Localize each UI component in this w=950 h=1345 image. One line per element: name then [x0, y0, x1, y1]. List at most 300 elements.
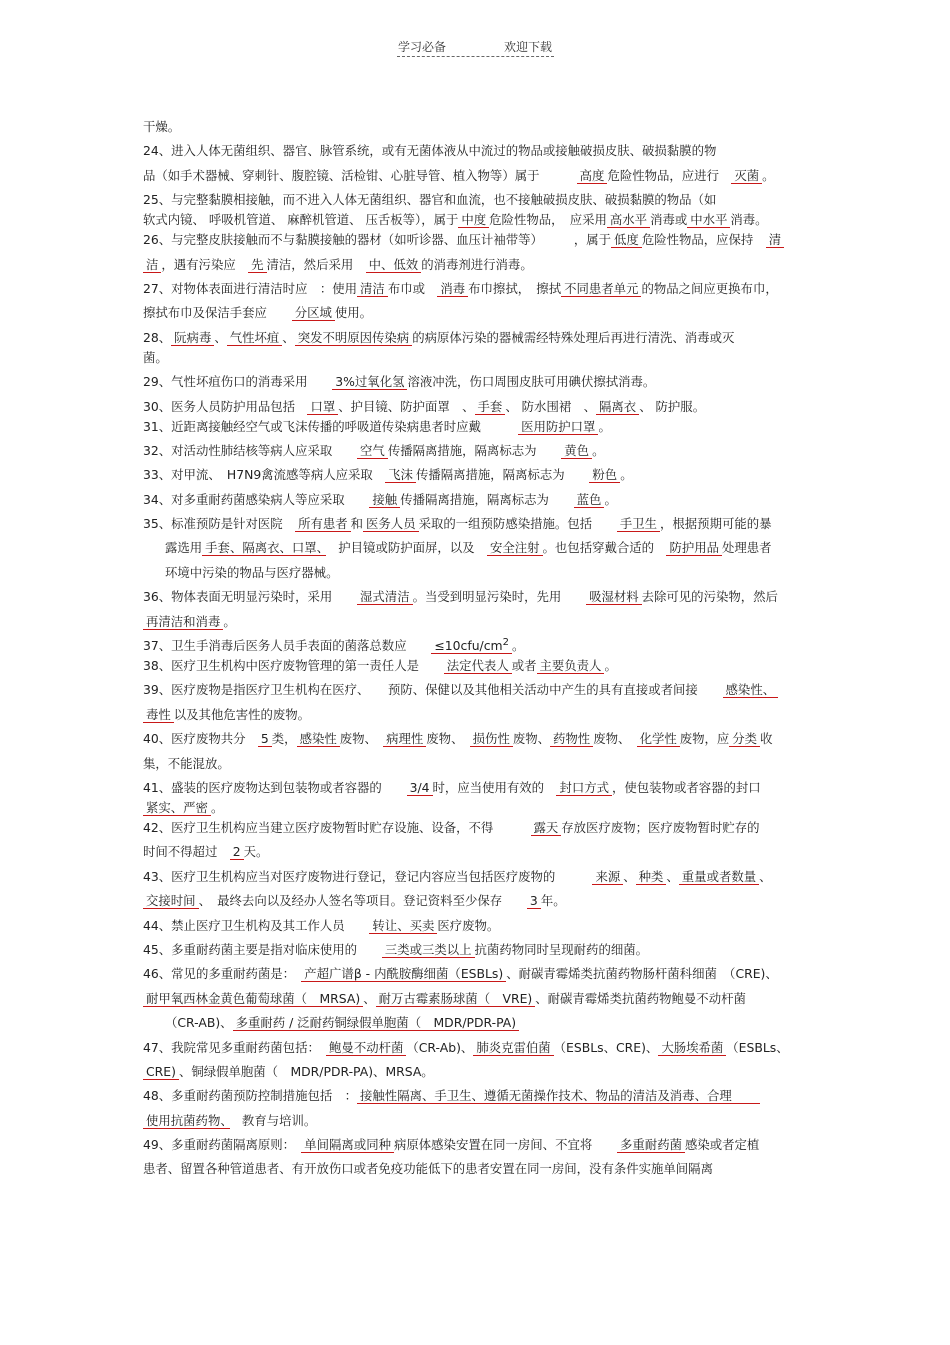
answer-underline [363, 516, 419, 532]
segment-text: 防护用品 [669, 540, 719, 556]
segment-text: 灭菌 [734, 167, 760, 183]
answer-underline [487, 540, 543, 556]
text-segment [513, 731, 550, 746]
text-line [143, 348, 813, 368]
text-line [143, 230, 813, 250]
text-segment [143, 966, 301, 981]
answer-underline [369, 492, 400, 508]
answer-underline [723, 682, 779, 698]
segment-text: 26、与完整皮肤接触而不与黏膜接触的器材（如听诊器、血压计袖带等） ，属于 [143, 232, 612, 248]
text-line [143, 680, 813, 700]
text-segment [267, 257, 366, 272]
segment-text: 、护目镜、防护面罩 、 [338, 398, 475, 414]
answer-underline [550, 731, 593, 747]
segment-text: 单间隔离或同种 [304, 1137, 391, 1153]
text-line [143, 891, 813, 911]
answer-underline [143, 800, 211, 816]
text-segment [174, 707, 310, 722]
segment-text: 菌。 [143, 349, 168, 365]
answer-underline [233, 1015, 520, 1031]
text-segment [165, 565, 338, 580]
segment-text: 中度 [461, 212, 487, 228]
segment-text: 。 [511, 638, 525, 654]
text-segment [543, 540, 667, 555]
text-line [143, 1111, 813, 1131]
text-segment [143, 281, 357, 296]
text-line [143, 372, 813, 392]
answer-underline [431, 638, 512, 654]
text-line [143, 141, 813, 161]
answer-underline [326, 1040, 406, 1056]
segment-text: 感染性、 [725, 682, 776, 698]
segment-text: 44、禁止医疗卫生机构及其工作人员 [143, 917, 370, 933]
text-line [143, 778, 813, 798]
segment-text: 。 [598, 418, 611, 434]
segment-text: 护目镜或防护面屏，以及 [325, 540, 487, 556]
segment-text: 存放医疗废物；医疗废物暂时贮存的 [561, 819, 760, 835]
segment-text: 、 [363, 990, 376, 1006]
text-segment [506, 966, 778, 981]
text-line [143, 964, 813, 984]
segment-text: 使用。 [334, 305, 373, 321]
segment-text: 环境中污染的物品与医疗器械。 [165, 564, 339, 580]
segment-text: 。 [604, 658, 617, 674]
text-segment [143, 820, 531, 835]
text-segment [639, 399, 705, 414]
segment-text: 病理性 [386, 731, 424, 747]
answer-underline [611, 232, 642, 248]
text-line [143, 656, 813, 676]
text-segment [426, 731, 469, 746]
answer-underline [556, 780, 612, 796]
segment-text: 毒性 [146, 706, 171, 722]
text-segment [143, 350, 168, 365]
text-line [143, 210, 813, 230]
answer-underline [607, 212, 650, 228]
segment-text: 和 [350, 516, 364, 532]
text-segment [419, 516, 617, 531]
text-segment [143, 143, 716, 158]
segment-text: 重量或者数量 [681, 868, 757, 884]
answer-underline [301, 1137, 394, 1153]
text-line [143, 117, 813, 137]
text-segment [199, 893, 527, 908]
text-segment [660, 516, 772, 531]
text-segment [143, 780, 407, 795]
segment-text: 来源 [595, 868, 621, 884]
text-segment [143, 1088, 357, 1103]
segment-text: 的物品之间应更换布巾， [641, 280, 778, 296]
segment-text: 、 [282, 329, 295, 345]
answer-underline [143, 1064, 179, 1080]
segment-text: 抗菌药物同时呈现耐药的细菌。 [474, 941, 649, 957]
segment-text: 吸湿材料 [589, 589, 639, 605]
text-line [143, 303, 813, 323]
segment-text: 废物、 [426, 731, 470, 747]
text-segment [412, 330, 734, 345]
segment-text: 时间不得超过 [143, 844, 230, 860]
text-segment [604, 492, 616, 507]
text-line [143, 989, 813, 1009]
segment-text: 感染性 [299, 731, 337, 747]
segment-text: 38、医疗卫生机构中医疗废物管理的第一责任人是 [143, 658, 444, 674]
segment-text: 口罩 [310, 398, 336, 414]
text-segment [351, 516, 363, 531]
answer-underline [357, 1088, 760, 1104]
segment-text: 低度 [614, 232, 639, 248]
text-segment [406, 1040, 473, 1055]
text-segment [726, 1040, 788, 1055]
segment-text: 25、与完整黏膜相接触，而不进入人体无菌组织、器官和血流，也不接触破损皮肤、破损黏膜的物品（如 [143, 192, 717, 208]
text-segment [650, 212, 687, 227]
text-segment [642, 589, 778, 604]
text-line [143, 729, 813, 749]
text-segment [143, 1137, 301, 1152]
text-segment [759, 869, 771, 884]
text-line [143, 328, 813, 348]
segment-text: 36、物体表面无明显污染时，采用 [143, 589, 358, 605]
segment-text: （ESBLs、CRE)、 [553, 1039, 659, 1055]
segment-text: 先 [251, 256, 264, 272]
answer-underline [729, 731, 760, 747]
text-segment [143, 589, 357, 604]
segment-text: 溶液冲洗，伤口周围皮肤可用碘伏擦拭消毒。 [407, 374, 656, 390]
segment-text: 法定代表人 [446, 658, 509, 674]
segment-text: 多重耐药 / 泛耐药铜绿假单胞菌（ MDR/PDR-PA) [235, 1015, 517, 1031]
segment-text: 阮病毒 [174, 329, 212, 345]
answer-underline [143, 707, 174, 723]
text-line [143, 754, 813, 774]
answer-underline [475, 399, 506, 415]
segment-text: 封口方式 [559, 779, 610, 795]
answer-underline [143, 614, 223, 630]
text-segment [535, 991, 746, 1006]
text-segment [554, 1040, 659, 1055]
segment-text: 产超广谱β - 内酰胺酶细菌（ESBLs) [304, 966, 504, 982]
segment-text: 感染或者定植 [684, 1137, 760, 1153]
text-segment [143, 918, 369, 933]
text-segment [143, 942, 382, 957]
segment-text: 接触 [372, 491, 398, 507]
text-segment [475, 942, 648, 957]
answer-underline [574, 492, 605, 508]
segment-text: 患者、留置各种管道患者、有开放伤口或者免疫功能低下的患者安置在同一房间，没有条件实施单间隔离 [143, 1161, 713, 1177]
answer-underline [143, 991, 363, 1007]
segment-text: 分类 [732, 731, 758, 747]
segment-text: 47、我院常见多重耐药菌包括： [143, 1039, 327, 1055]
segment-text: 教育与培训。 [229, 1112, 317, 1128]
text-line [143, 563, 813, 583]
text-segment [143, 869, 592, 884]
text-segment [143, 1161, 713, 1176]
answer-underline [407, 780, 433, 796]
text-segment [338, 399, 474, 414]
text-segment [143, 492, 369, 507]
answer-underline [537, 658, 605, 674]
text-line [143, 798, 813, 818]
segment-text: 消毒 [440, 280, 466, 296]
answer-underline [171, 330, 214, 346]
segment-text: 多重耐药菌 [620, 1137, 682, 1153]
text-line [143, 190, 813, 210]
answer-underline [383, 731, 426, 747]
answer-underline [385, 467, 416, 483]
answer-underline [527, 893, 541, 909]
text-segment [335, 305, 372, 320]
segment-text: 、耐碳青霉烯类抗菌药物肠杆菌科细菌 （CRE)、 [506, 966, 778, 982]
segment-text: 高水平 [609, 212, 648, 228]
segment-text: 粉色 [592, 467, 618, 483]
text-segment [143, 232, 611, 247]
segment-text: 干燥。 [143, 119, 181, 134]
answer-underline [473, 1040, 553, 1056]
segment-text: 、铜绿假单胞菌（ MDR/PDR-PA)、MRSA。 [178, 1063, 434, 1079]
text-segment [641, 281, 777, 296]
segment-text: 布巾擦拭， 擦拭 [468, 280, 562, 296]
text-segment [272, 731, 297, 746]
segment-text: 34、对多重耐药菌感染病人等应采取 [143, 491, 370, 507]
answer-underline [470, 731, 513, 747]
segment-text: ，使包装物或者容器的封口 [612, 779, 761, 795]
text-segment [512, 658, 537, 673]
segment-text: 三类或三类以上 [384, 941, 472, 957]
text-line [143, 1086, 813, 1106]
text-segment [143, 192, 716, 207]
segment-text: 、 [666, 868, 679, 884]
text-segment [612, 780, 761, 795]
text-segment [244, 844, 269, 859]
segment-text: （CR-Ab)、 [406, 1039, 474, 1055]
segment-text: 、 最终去向以及经办人签名等项目。登记资料至少保存 [198, 893, 527, 909]
answer-underline [295, 330, 413, 346]
segment-text: 软式内镜、 呼吸机管道、 麻醉机管道、 压舌板等），属于 [143, 212, 459, 228]
text-segment [143, 467, 385, 482]
segment-text: 隔离衣 [599, 398, 637, 414]
answer-underline [143, 1113, 230, 1129]
segment-text: 黄色 [564, 442, 590, 458]
segment-text: 3%过氧化氢 [335, 374, 405, 390]
segment-text: 集，不能混放。 [143, 755, 230, 771]
text-segment [143, 1040, 326, 1055]
text-segment [143, 212, 458, 227]
segment-text: 2 [232, 844, 241, 860]
segment-text: 、 [214, 329, 227, 345]
text-segment [730, 212, 767, 227]
text-segment [433, 780, 557, 795]
segment-text: 鲍曼不动杆菌 [329, 1039, 404, 1055]
text-segment [165, 1015, 233, 1030]
answer-underline [357, 443, 388, 459]
text-segment [680, 731, 730, 746]
text-line [143, 538, 813, 558]
text-line [143, 1038, 813, 1058]
segment-text: 肺炎克雷伯菌 [476, 1039, 551, 1055]
segment-text: 手套 [477, 398, 503, 414]
header-rule [397, 56, 554, 57]
text-line [143, 818, 813, 838]
text-line [143, 465, 813, 485]
segment-text: 的病原体污染的器械需经特殊处理后再进行清洗、消毒或灭 [412, 329, 735, 345]
segment-text: 采取的一组预防感染措施。包括 [418, 516, 617, 532]
text-line [143, 636, 813, 656]
segment-text: 、 [759, 868, 772, 884]
answer-underline [307, 399, 338, 415]
segment-text: 。 [762, 167, 775, 183]
segment-text: ，根据预期可能的暴 [660, 516, 772, 532]
text-segment [143, 756, 230, 771]
segment-text: 飞沫 [388, 467, 413, 483]
segment-text: 危险性物品，应保持 [641, 232, 766, 248]
text-line [143, 867, 813, 887]
text-line [143, 1013, 813, 1033]
text-segment [685, 1137, 759, 1152]
segment-text: 露选用 [165, 540, 203, 556]
segment-text: 安全注射 [489, 540, 540, 556]
text-segment [604, 658, 616, 673]
text-line [143, 417, 813, 437]
text-segment [666, 869, 678, 884]
answer-underline [636, 869, 667, 885]
answer-underline [376, 991, 536, 1007]
segment-text: 种类 [638, 868, 664, 884]
segment-text: 46、常见的多重耐药菌是： [143, 966, 302, 982]
page-header [0, 38, 950, 55]
answer-underline [258, 731, 272, 747]
text-segment [282, 330, 294, 345]
answer-underline [369, 918, 437, 934]
text-segment [421, 257, 533, 272]
text-segment [363, 991, 375, 1006]
segment-text: 。 [592, 442, 605, 458]
segment-text: 露天 [533, 819, 559, 835]
header-left-text: 学习必备 [397, 40, 446, 54]
segment-text: 分区域 [294, 305, 332, 321]
segment-text: 使用抗菌药物、 [146, 1112, 227, 1128]
segment-text: 医务人员 [366, 516, 416, 532]
segment-text: 传播隔离措施，隔离标志为 [387, 442, 562, 458]
segment-text: （ESBLs、 [726, 1039, 789, 1055]
segment-text: 所有患者 [298, 516, 348, 532]
answer-underline [577, 168, 608, 184]
segment-text: ，遇有污染应 [161, 256, 249, 272]
text-segment [143, 168, 577, 183]
segment-text: 28、 [143, 329, 172, 345]
answer-underline [586, 589, 642, 605]
answer-underline [202, 540, 326, 556]
segment-text: ≤10cfu/cm [434, 638, 503, 654]
segment-text: 41、盛装的医疗废物达到包装物或者容器的 [143, 779, 407, 795]
text-segment [143, 330, 171, 345]
answer-underline [332, 374, 407, 390]
segment-text: 废物，应 [679, 731, 730, 747]
segment-text: 3/4 [409, 779, 430, 795]
segment-text: 以及其他危害性的废物。 [173, 706, 311, 722]
answer-underline [444, 658, 512, 674]
answer-underline [531, 820, 562, 836]
segment-text: 30、医务人员防护用品包括 [143, 398, 308, 414]
text-segment [413, 589, 586, 604]
segment-text: （CR-AB)、 [165, 1015, 233, 1031]
text-segment [762, 168, 774, 183]
segment-text: 紧实、严密 [146, 799, 208, 815]
text-segment [223, 614, 235, 629]
answer-underline [679, 869, 759, 885]
text-line [143, 940, 813, 960]
segment-text: 气性坏疽 [229, 329, 280, 345]
segment-text: 手卫生 [619, 516, 658, 532]
superscript: 2 [502, 636, 509, 648]
text-segment [407, 374, 655, 389]
text-segment [211, 800, 223, 815]
text-segment [620, 467, 632, 482]
text-segment [489, 212, 607, 227]
text-line [143, 279, 813, 299]
answer-underline [658, 1040, 726, 1056]
segment-text: 42、医疗卫生机构应当建立医疗废物暂时贮存设施、设备，不得 [143, 819, 531, 835]
text-segment [143, 516, 295, 531]
segment-text: 医疗废物。 [437, 917, 500, 933]
text-segment [340, 731, 383, 746]
segment-text: 传播隔离措施，隔离标志为 [400, 491, 574, 507]
segment-text: 45、多重耐药菌主要是指对临床使用的 [143, 941, 382, 957]
answer-underline [589, 467, 620, 483]
segment-text: 交接时间 [146, 893, 196, 909]
segment-text: 时，应当使用有效的 [432, 779, 557, 795]
segment-text: 损伤性 [472, 731, 510, 747]
segment-text: 清洁，然后采用 [266, 256, 366, 272]
text-segment [143, 119, 180, 134]
segment-text: 中、低效 [368, 256, 419, 272]
answer-underline [227, 330, 283, 346]
answer-underline [766, 232, 784, 248]
text-line [143, 1135, 813, 1155]
segment-text: 37、卫生手消毒后医务人员手表面的菌落总数应 [143, 638, 432, 654]
segment-text: 空气 [360, 442, 385, 458]
answer-underline [382, 942, 475, 958]
text-segment [561, 820, 759, 835]
segment-text: 。 [223, 613, 236, 629]
segment-text: 天。 [243, 844, 269, 860]
text-segment [437, 918, 499, 933]
text-line [143, 1159, 813, 1179]
text-segment [143, 443, 357, 458]
text-segment [214, 330, 226, 345]
segment-text: 中水平 [690, 212, 728, 228]
segment-text: 蓝色 [576, 491, 602, 507]
segment-text: 年。 [540, 893, 566, 909]
segment-text: 27、对物体表面进行清洁时应 ：使用 [143, 280, 358, 296]
text-line [143, 397, 813, 417]
text-line [143, 166, 813, 186]
segment-text: 、 [623, 868, 636, 884]
segment-text: 。当受到明显污染时，先用 [412, 589, 587, 605]
answer-underline [596, 399, 639, 415]
segment-text: 48、多重耐药菌预防控制措施包括 ： [143, 1088, 358, 1104]
text-segment [143, 305, 292, 320]
text-segment [623, 869, 635, 884]
text-segment [512, 638, 524, 653]
text-line [143, 490, 813, 510]
answer-underline [295, 516, 351, 532]
segment-text: 不同患者单元 [564, 280, 639, 296]
text-segment [722, 540, 772, 555]
answer-underline [518, 419, 598, 435]
segment-text: 39、医疗废物是指医疗卫生机构在医疗、 预防、保健以及其他相关活动中产生的具有直接或者间接 [143, 682, 723, 698]
text-segment [326, 540, 487, 555]
text-segment [165, 540, 202, 555]
answer-underline [366, 257, 422, 273]
segment-text: 耐万古霉素肠球菌（ VRE) [378, 990, 533, 1006]
